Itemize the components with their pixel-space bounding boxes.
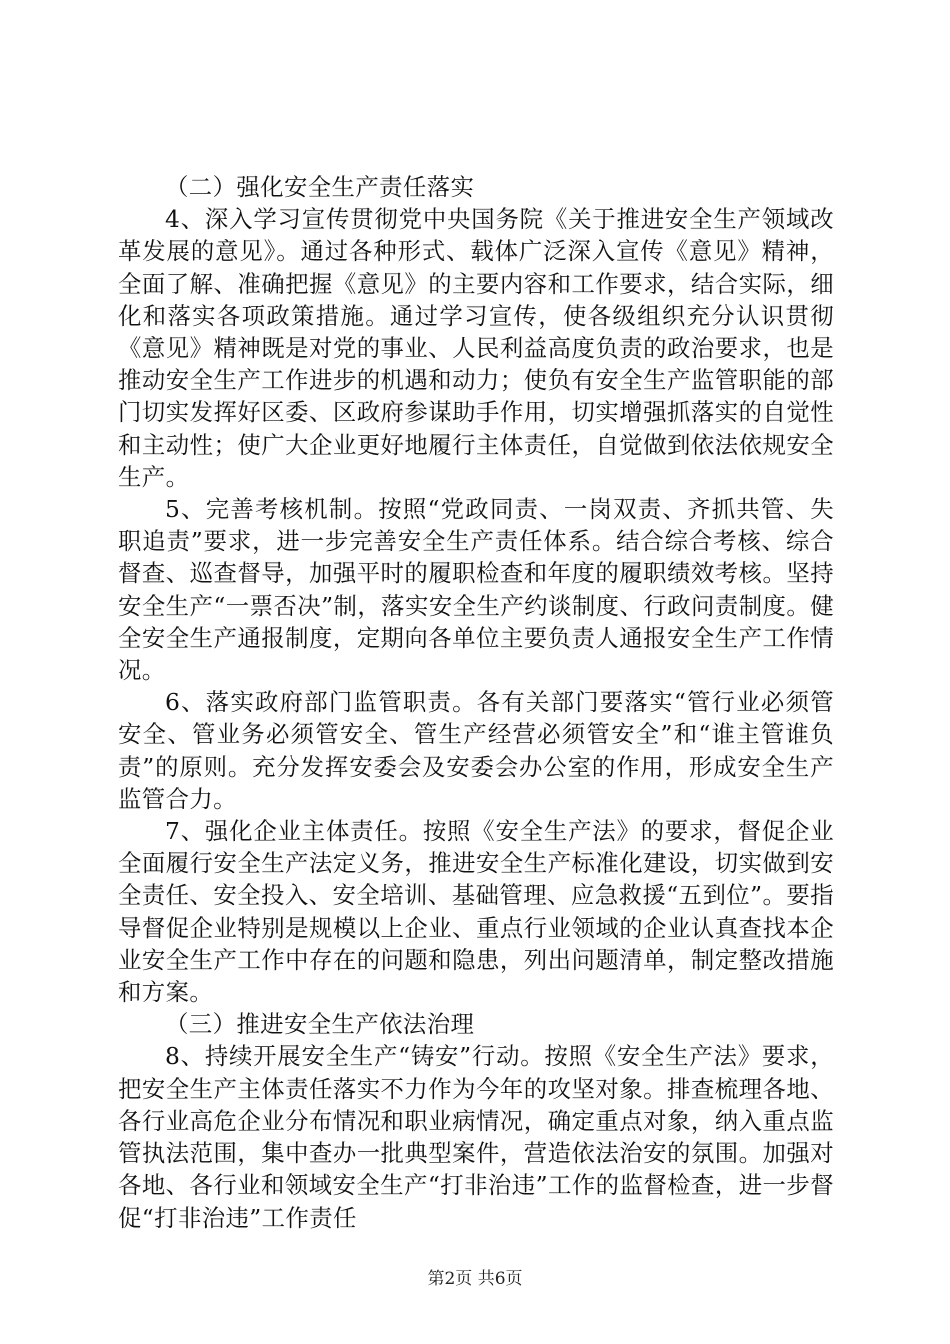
paragraph-item-8: 8、持续开展安全生产“铸安”行动。按照《安全生产法》要求，把安全生产主体责任落实不力作为今年的攻坚对象。排查梳理各地、各行业高危企业分布情况和职业病情况，确定重点对象，纳入重点监管执法范围，集中查办一批典型案件，营造依法治安的氛围。加强对各地、各行业和领域安全生产“打非治违”工作的监督检查，进一步督促“打非治违”工作责任: [118, 1042, 834, 1232]
paragraph-item-6: 6、落实政府部门监管职责。各有关部门要落实“管行业必须管安全、管业务必须管安全、管生产经营必须管安全”和“谁主管谁负责”的原则。充分发挥安委会及安委会办公室的作用，形成安全生产监管合力。: [118, 688, 834, 813]
paragraph-item-7: 7、强化企业主体责任。按照《安全生产法》的要求，督促企业全面履行安全生产法定义务，推进安全生产标准化建设，切实做到安全责任、安全投入、安全培训、基础管理、应急救援“五到位”。要指导督促企业特别是规模以上企业、重点行业领域的企业认真查找本企业安全生产工作中存在的问题和隐患，列出问题清单，制定整改措施和方案。: [118, 817, 834, 1007]
section-heading-3: （三）推进安全生产依法治理: [165, 1010, 475, 1039]
page-number-footer: 第2页 共6页: [427, 1269, 523, 1289]
document-body: [118, 171, 834, 1234]
paragraph-item-5: 5、完善考核机制。按照“党政同责、一岗双责、齐抓共管、失职追责”要求，进一步完善安全生产责任体系。结合综合考核、综合督查、巡查督导，加强平时的履职检查和年度的履职绩效考核。坚持安全生产“一票否决”制，落实安全生产约谈制度、行政问责制度。健全安全生产通报制度，定期向各单位主要负责人通报安全生产工作情况。: [118, 495, 834, 685]
paragraph-item-4: 4、深入学习宣传贯彻党中央国务院《关于推进安全生产领域改革发展的意见》。通过各种形式、载体广泛深入宣传《意见》精神，全面了解、准确把握《意见》的主要内容和工作要求，结合实际，细化和落实各项政策措施。通过学习宣传，使各级组织充分认识贯彻《意见》精神既是对党的事业、人民利益高度负责的政治要求，也是推动安全生产工作进步的机遇和动力；使负有安全生产监管职能的部门切实发挥好区委、区政府参谋助手作用，切实增强抓落实的自觉性和主动性；使广大企业更好地履行主体责任，自觉做到依法依规安全生产。: [118, 205, 834, 491]
section-heading-2: （二）强化安全生产责任落实: [165, 173, 475, 201]
